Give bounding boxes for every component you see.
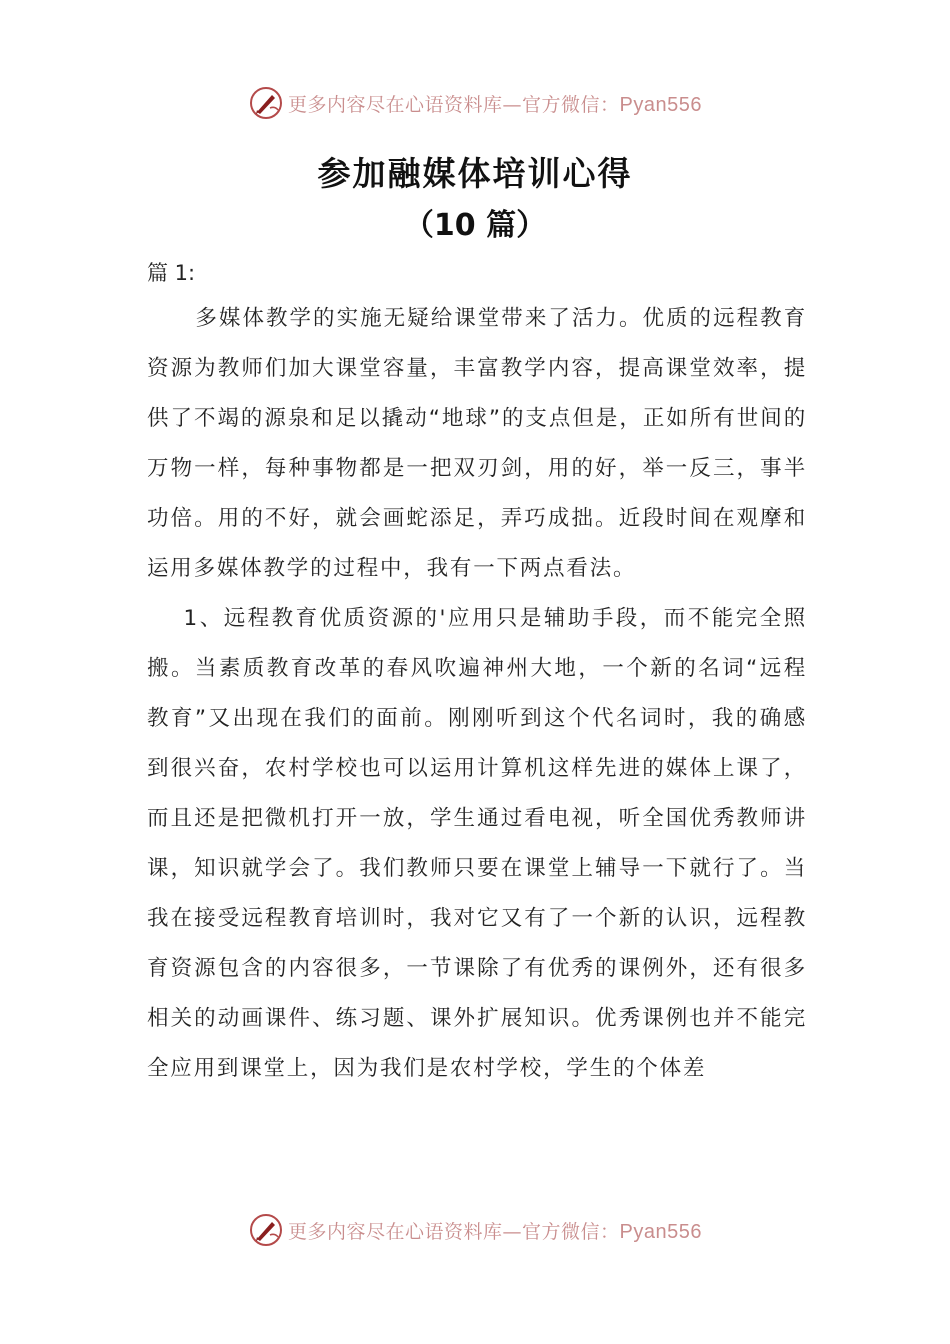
- watermark-wechat-id: Pyan556: [619, 1220, 702, 1243]
- pen-logo-icon: [248, 85, 284, 121]
- document-subtitle: （10 篇）: [403, 208, 547, 243]
- watermark-text: 更多内容尽在心语资料库—官方微信：Pyan556: [288, 1220, 702, 1243]
- paragraph-1: 多媒体教学的实施无疑给课堂带来了活力。优质的远程教育资源为教师们加大课堂容量，丰富教学内容，提高课堂效率，提供了不竭的源泉和足以撬动“地球”的支点但是，正如所有世间的万物一样，每种事物都是一把双刃剑，用的好，举一反三，事半功倍。用的不好，就会画蛇添足，弄巧成拙。近段时间在观摩和运用多媒体教学的过程中，我有一下两点看法。: [147, 306, 807, 581]
- document-title: 参加融媒体培训心得: [317, 154, 633, 193]
- watermark-text: 更多内容尽在心语资料库—官方微信：Pyan556: [288, 93, 702, 116]
- paragraph-2: 1、远程教育优质资源的'应用只是辅助手段，而不能完全照搬。当素质教育改革的春风吹遍神州大地，一个新的名词“远程教育”又出现在我们的面前。刚刚听到这个代名词时，我的确感到很兴奋，农村学校也可以运用计算机这样先进的媒体上课了，而且还是把微机打开一放，学生通过看电视，听全国优秀教师讲课，知识就学会了。我们教师只要在课堂上辅导一下就行了。当我在接受远程教育培训时，我对它又有了一个新的认识，远程教育资源包含的内容很多，一节课除了有优秀的课例外，还有很多相关的动画课件、练习题、课外扩展知识。优秀课例也并不能完全应用到课堂上，因为我们是农村学校，学生的个体差: [147, 606, 807, 1081]
- pen-logo-icon: [248, 1212, 284, 1248]
- section-label: 篇 1:: [147, 261, 196, 285]
- watermark-footer: [0, 1210, 950, 1250]
- document-body: [147, 294, 807, 1094]
- watermark-wechat-id: Pyan556: [619, 93, 702, 116]
- watermark-header: [0, 83, 950, 123]
